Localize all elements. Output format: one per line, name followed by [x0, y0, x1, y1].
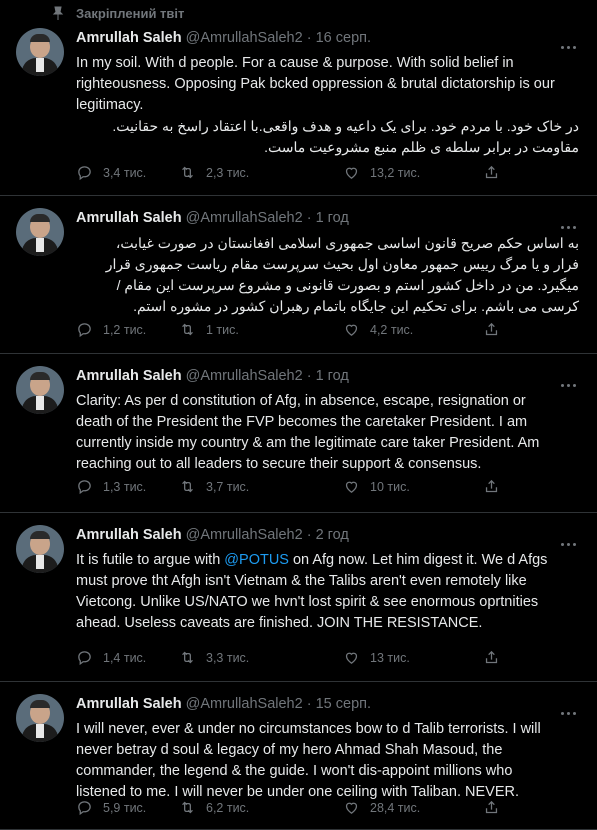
- heart-icon: [343, 649, 360, 666]
- share-button[interactable]: [483, 478, 500, 495]
- reply-count: 1,3 тис.: [103, 479, 147, 494]
- reply-button[interactable]: [76, 321, 146, 338]
- tweet-line-rtl: به اساس حکم صریح قانون اساسی جمهوری اسلامی افغانستان در صورت غیابت،: [115, 235, 579, 251]
- tweet-line: righteousness. Opposing Pak bcked oppression & brutal dictatorship is our: [76, 76, 555, 92]
- like-button[interactable]: [343, 649, 410, 666]
- retweet-icon: [179, 649, 196, 666]
- tweet-header: [76, 696, 557, 712]
- like-button[interactable]: [343, 164, 420, 181]
- author-name[interactable]: Amrullah Saleh: [76, 527, 182, 543]
- tweet-text: [76, 53, 579, 158]
- tweet-actions: [76, 321, 579, 341]
- author-handle[interactable]: @AmrullahSaleh2: [185, 210, 303, 226]
- retweet-icon: [179, 321, 196, 338]
- tweet-line: In my soil. With d people. For a cause & purpose. With solid belief in: [76, 55, 514, 71]
- reply-icon: [76, 164, 93, 181]
- retweet-button[interactable]: [179, 649, 249, 666]
- reply-icon: [76, 321, 93, 338]
- heart-icon: [343, 321, 360, 338]
- heart-icon: [343, 799, 360, 816]
- tweet[interactable]: [0, 513, 597, 682]
- author-handle[interactable]: @AmrullahSaleh2: [185, 368, 303, 384]
- tweet-line: reaching out to all leaders to secure their support & consensus.: [76, 456, 482, 472]
- share-button[interactable]: [483, 649, 500, 666]
- tweet-time[interactable]: 15 серп.: [315, 696, 372, 712]
- like-count: 10 тис.: [370, 479, 410, 494]
- share-icon: [483, 649, 500, 666]
- tweet-time[interactable]: 16 серп.: [315, 30, 372, 46]
- tweet-time[interactable]: 2 год: [315, 527, 349, 543]
- author-handle[interactable]: @AmrullahSaleh2: [185, 527, 303, 543]
- author-handle[interactable]: @AmrullahSaleh2: [185, 696, 303, 712]
- retweet-count: 3,7 тис.: [206, 479, 250, 494]
- retweet-button[interactable]: [179, 321, 239, 338]
- tweet-line-rtl: در خاک خود. با مردم خود. برای یک داعیه و هدف واقعی.با اعتقاد راسخ به حقانیت.: [112, 118, 579, 134]
- share-icon: [483, 321, 500, 338]
- reply-count: 1,4 тис.: [103, 650, 147, 665]
- tweet[interactable]: [0, 354, 597, 513]
- like-button[interactable]: [343, 478, 410, 495]
- tweet-line: legitimacy.: [76, 97, 144, 113]
- avatar[interactable]: [16, 208, 64, 256]
- separator: ·: [306, 30, 312, 46]
- tweet-actions: [76, 164, 579, 184]
- tweet-line: listened to me. I will never be under one ceiling with Taliban. NEVER.: [76, 784, 520, 800]
- author-name[interactable]: Amrullah Saleh: [76, 696, 182, 712]
- tweet-actions: [76, 649, 579, 669]
- tweet-line-rtl: مقاومت در برابر سلطه ی ظلم منبع مشروعیت ماست.: [264, 139, 579, 155]
- reply-button[interactable]: [76, 649, 146, 666]
- retweet-icon: [179, 164, 196, 181]
- author-name[interactable]: Amrullah Saleh: [76, 368, 182, 384]
- avatar[interactable]: [16, 525, 64, 573]
- share-button[interactable]: [483, 799, 500, 816]
- tweet-text: [76, 233, 579, 317]
- tweet-line: death of the President the FVP becomes the caretaker President. I am: [76, 414, 528, 430]
- retweet-button[interactable]: [179, 799, 249, 816]
- tweet-line: currently inside my country & am the legitimate care taker President. Am: [76, 435, 540, 451]
- retweet-count: 1 тис.: [206, 322, 239, 337]
- tweet-time[interactable]: 1 год: [315, 210, 349, 226]
- reply-icon: [76, 478, 93, 495]
- tweet-line: Clarity: As per d constitution of Afg, in absence, escape, resignation or: [76, 393, 526, 409]
- like-count: 4,2 тис.: [370, 322, 414, 337]
- reply-button[interactable]: [76, 799, 146, 816]
- tweet-line-rtl: میگیرد. من در داخل کشور استم و بصورت قانونی و مشروع سرپرست این مقام /: [116, 277, 579, 293]
- like-count: 28,4 тис.: [370, 800, 421, 815]
- avatar[interactable]: [16, 366, 64, 414]
- separator: ·: [306, 696, 312, 712]
- author-name[interactable]: Amrullah Saleh: [76, 210, 182, 226]
- tweet-line: It is futile to argue with @POTUS on Afg now. Let him digest it. We d Afgs: [76, 552, 548, 568]
- like-count: 13 тис.: [370, 650, 410, 665]
- reply-button[interactable]: [76, 478, 146, 495]
- separator: ·: [306, 368, 312, 384]
- retweet-count: 6,2 тис.: [206, 800, 250, 815]
- tweet-line: ahead. Useless caveats are finished. JOIN THE RESISTANCE.: [76, 615, 483, 631]
- share-button[interactable]: [483, 321, 500, 338]
- tweet-header: [76, 527, 557, 543]
- reply-count: 3,4 тис.: [103, 165, 147, 180]
- tweet[interactable]: [0, 196, 597, 354]
- like-button[interactable]: [343, 799, 420, 816]
- tweet-line-rtl: فرار و یا مرگ رییس جمهور معاون اول بحیث سرپرست مقام ریاست جمهوری قرار: [105, 256, 579, 272]
- avatar[interactable]: [16, 694, 64, 742]
- avatar[interactable]: [16, 28, 64, 76]
- tweet-text: [76, 550, 579, 634]
- reply-icon: [76, 799, 93, 816]
- heart-icon: [343, 164, 360, 181]
- like-button[interactable]: [343, 321, 413, 338]
- share-icon: [483, 478, 500, 495]
- tweet[interactable]: [0, 682, 597, 830]
- tweet-time[interactable]: 1 год: [315, 368, 349, 384]
- share-icon: [483, 799, 500, 816]
- author-handle[interactable]: @AmrullahSaleh2: [185, 30, 303, 46]
- author-name[interactable]: Amrullah Saleh: [76, 30, 182, 46]
- timeline: [0, 28, 597, 830]
- tweet-text: [76, 391, 579, 475]
- tweet-actions: [76, 799, 579, 819]
- more-options-icon[interactable]: [561, 374, 581, 384]
- tweet-line: Vietcong. Unlike US/NATO we hvn't lost spirit & see enormous oprtnities: [76, 594, 539, 610]
- retweet-button[interactable]: [179, 164, 249, 181]
- more-options-icon[interactable]: [561, 702, 581, 712]
- tweet-actions: [76, 478, 579, 498]
- heart-icon: [343, 478, 360, 495]
- tweet-line: never betray d soul & legacy of my hero Ahmad Shah Masoud, the: [76, 742, 503, 758]
- reply-count: 1,2 тис.: [103, 322, 147, 337]
- tweet-line: commander, the legend & the guide. I won't dis-appoint millions who: [76, 763, 513, 779]
- share-icon: [483, 164, 500, 181]
- retweet-icon: [179, 799, 196, 816]
- pinned-indicator: [0, 0, 597, 28]
- more-options-icon[interactable]: [561, 36, 581, 46]
- reply-icon: [76, 649, 93, 666]
- tweet-line-rtl: کرسی می باشم. برای تحکیم این جایگاه باتمام رهبران کشور در مشوره استم.: [133, 298, 579, 314]
- tweet-line: must prove tht Afgh isn't Vietnam & the Talibs aren't even remotely like: [76, 573, 527, 589]
- mention-link[interactable]: @POTUS: [224, 552, 289, 568]
- more-options-icon[interactable]: [561, 533, 581, 543]
- tweet-header: [76, 368, 557, 384]
- tweet-text: [76, 719, 579, 803]
- share-button[interactable]: [483, 164, 500, 181]
- separator: ·: [306, 527, 312, 543]
- like-count: 13,2 тис.: [370, 165, 421, 180]
- reply-button[interactable]: [76, 164, 146, 181]
- retweet-icon: [179, 478, 196, 495]
- reply-count: 5,9 тис.: [103, 800, 147, 815]
- separator: ·: [306, 210, 312, 226]
- pin-icon: [52, 6, 64, 20]
- retweet-count: 3,3 тис.: [206, 650, 250, 665]
- retweet-count: 2,3 тис.: [206, 165, 250, 180]
- retweet-button[interactable]: [179, 478, 249, 495]
- tweet-header: [76, 210, 557, 226]
- tweet-header: [76, 30, 557, 46]
- more-options-icon[interactable]: [561, 216, 581, 226]
- tweet[interactable]: [0, 28, 597, 196]
- pinned-label: Закріплений твіт: [76, 6, 185, 21]
- tweet-line: I will never, ever & under no circumstances bow to d Talib terrorists. I will: [76, 721, 541, 737]
